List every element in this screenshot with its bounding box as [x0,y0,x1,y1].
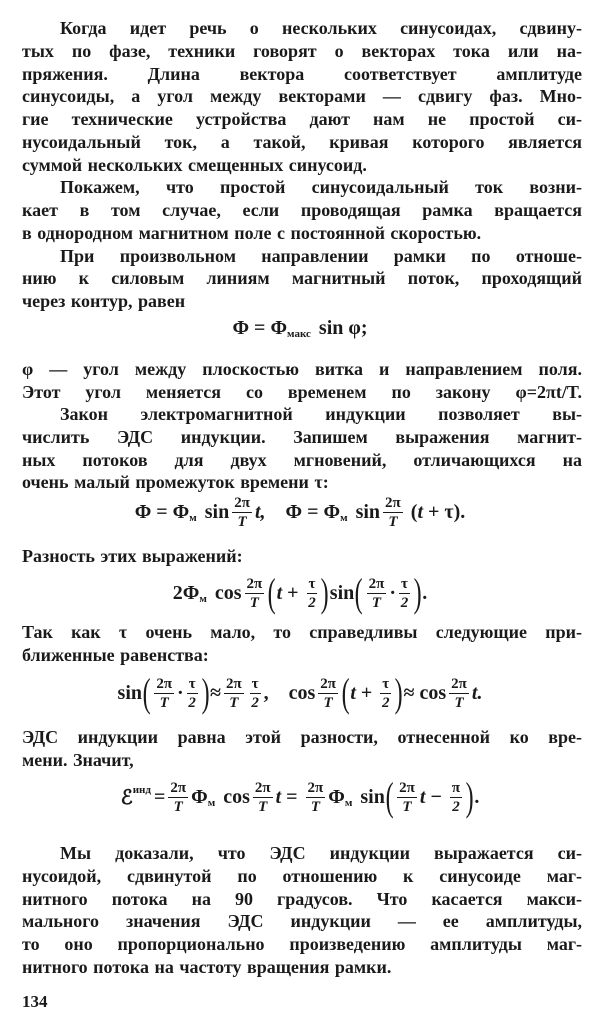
fraction [306,779,326,816]
parenthesis: ) [413,570,422,615]
parenthesis: ( [341,670,350,715]
fraction-numerator: τ [251,675,259,692]
text-line: мени. Значит, [22,749,134,770]
fraction-numerator: 2π [399,779,415,796]
paragraph-approximation [22,621,582,667]
text-line: синусоиды, а угол между векторами — сдвигу фаз. Мно- [22,86,582,107]
text-line: Разность этих выражений: [22,546,243,566]
fraction [224,675,244,712]
formula-text: sin [355,785,385,808]
formula-text: · [389,581,396,604]
text-line: Этот угол меняется со временем по закону φ=2πt/T. [22,381,582,402]
formula-text: sin φ; [313,316,368,339]
formula-text: ≈ [209,681,221,704]
fraction [397,779,417,816]
formula-text: . [422,581,428,604]
formula-difference [0,567,600,619]
formula-text: Φ = Φ [265,500,341,523]
fraction-numerator: 2π [451,675,467,692]
paragraph-vectors-and-rotating-frame [22,17,582,313]
fraction-denominator: T [173,798,183,815]
formula-text: + τ). [423,500,466,523]
formula-emf [0,771,600,823]
fraction-denominator: T [310,798,320,815]
fraction-denominator: 2 [251,694,259,711]
fraction [154,675,174,712]
subscript: м [207,797,216,809]
text-line: нитного потока на частоту вращения рамки. [22,956,392,977]
text-line: кает в том случае, если проводящая рамка вращается [22,200,582,220]
text-line: очень малый промежуток времени τ: [22,472,329,493]
fraction-numerator: 2π [246,575,263,592]
text-line: φ — угол между плоскостью витка и направлением поля. [22,359,582,379]
fraction [253,779,273,816]
parenthesis: ( [267,570,276,615]
formula-text: Φ [191,785,208,808]
text-line: Когда идет речь о нескольких синусоидах, сдвину- [60,18,582,38]
formula-text: = [153,785,166,808]
subscript: макс [287,328,311,340]
fraction-denominator: 2 [381,694,390,711]
formula-text: Φ = Φ [134,500,190,523]
fraction-denominator: T [237,513,247,530]
subscript: м [344,797,353,809]
fraction [187,675,198,712]
subscript: м [199,593,207,605]
text-line: тых по фазе, техники говорят о векторах тока или на- [22,40,582,61]
text-line: в однородном магнитном поле с постоянной скоростью. [22,222,482,243]
fraction-denominator: T [323,694,333,711]
fraction-numerator: 2π [320,675,336,692]
fraction-numerator: 2π [234,494,250,511]
formula-text: ≈ cos [403,681,447,704]
text-line: мального значения ЭДС индукции — ее амплитуды, [22,911,582,932]
formula-text: Φ [328,785,345,808]
formula-text: t [275,785,282,808]
formula-text: t. [471,681,483,704]
fraction-denominator: T [454,694,464,711]
text-line: суммой нескольких смещенных синусоид. [22,154,367,175]
fraction [399,575,410,612]
formula-flux [0,302,600,354]
fraction [307,575,318,612]
formula-text: t [419,785,426,808]
formula-text: t [276,581,283,604]
text-line: нусоидальный ток, а такой, кривая которого является [22,131,582,152]
fraction [245,575,265,612]
fraction-denominator: T [249,594,259,611]
text-line: ЭДС индукции равна этой разности, отнесенной ко вре- [22,727,582,747]
formula-text: − [425,785,447,808]
subscript: м [189,512,197,524]
fraction-denominator: T [159,694,169,711]
text-line: гие технические устройства дают нам не простой си- [22,109,582,129]
parenthesis: ( [142,670,151,715]
fraction [318,675,338,712]
paragraph-difference [22,545,582,568]
fraction-denominator: 2 [308,594,316,611]
fraction-numerator: τ [308,575,316,592]
paragraph-emf-definition [22,726,582,772]
formula-text: + [282,581,304,604]
parenthesis: ) [201,670,210,715]
fraction [450,779,462,816]
fraction [449,675,469,712]
fraction [367,575,387,612]
fraction [250,675,261,712]
formula-text: t [417,500,423,523]
fraction [232,494,252,531]
formula-approximations [0,667,600,719]
text-line: Так как τ очень мало, то справедливы следующие при- [22,622,582,642]
fraction-numerator: τ [400,575,408,592]
text-line: пряжения. Длина вектора соответствует амплитуде [22,63,582,84]
text-line: ближенные равенства: [22,644,209,665]
formula-text: Φ = Φ [232,316,288,339]
fraction-numerator: τ [382,675,390,692]
formula-text: cos [218,785,250,808]
formula-two-fluxes [0,486,600,538]
fraction-numerator: 2π [307,779,324,796]
text-line: Покажем, что простой синусоидальный ток возни- [60,177,582,198]
fraction-numerator: 2π [156,675,173,692]
text-line: ных потоков для двух мгновений, отличающихся на [22,449,582,470]
paragraph-angle-definition [22,358,582,404]
fraction-numerator: τ [188,675,196,692]
formula-text: t [350,681,356,704]
fraction-numerator: 2π [170,779,187,796]
text-line: нусоидой, сдвинутой по отношению к синусоиде маг- [22,865,582,886]
parenthesis: ) [321,570,330,615]
fraction [380,675,391,712]
fraction-numerator: 2π [385,494,401,511]
paragraph-induction-law [22,403,582,494]
text-line: числить ЭДС индукции. Запишем выражения магнит- [22,426,582,447]
text-line: При произвольном направлении рамки по отноше- [60,245,582,266]
fraction [168,779,188,816]
text-line: нитного потока на 90 градусов. Что касается макси- [22,888,582,909]
parenthesis: ) [465,774,474,819]
fraction-numerator: 2π [368,575,385,592]
text-line: Закон электромагнитной индукции позволяет вы- [60,404,582,424]
parenthesis: ) [394,670,403,715]
formula-text: sin [329,581,355,604]
text-line: Мы доказали, что ЭДС индукции выражается си- [60,843,582,863]
formula-text: ( [405,500,418,523]
formula-text: sin [117,681,142,704]
subscript: м [340,512,348,524]
formula-text: sin [199,500,230,523]
formula-text: t, [254,500,266,523]
formula-text: + [355,681,378,704]
formula-text: ℰ [120,786,133,809]
fraction [383,494,403,531]
text-line: нию к силовым линиям магнитный поток, проходящий [22,268,582,289]
fraction-denominator: T [229,694,239,711]
formula-text: . [474,785,480,808]
fraction-denominator: T [388,513,398,530]
formula-text: cos [209,581,242,604]
text-line: через контур, равен [22,291,186,311]
formula-text: = [281,785,303,808]
fraction-denominator: 2 [188,694,196,711]
parenthesis: ( [354,570,363,615]
fraction-denominator: T [258,798,268,815]
formula-text: , cos [263,681,316,704]
fraction-numerator: π [451,779,461,796]
fraction-denominator: 2 [400,594,409,611]
fraction-numerator: 2π [254,779,271,796]
parenthesis: ( [385,774,394,819]
text-line: то оно пропорционально произведению амплитуды маг- [22,934,582,954]
paragraph-conclusion [22,842,582,979]
formula-text: sin [350,500,381,523]
fraction-denominator: T [371,594,382,611]
formula-text: 2Φ [172,581,200,604]
page-number: 134 [22,992,48,1011]
fraction-denominator: 2 [452,798,460,815]
formula-text: · [177,681,184,704]
fraction-numerator: 2π [225,675,242,692]
fraction-denominator: T [402,798,412,815]
superscript: инд [132,784,151,796]
